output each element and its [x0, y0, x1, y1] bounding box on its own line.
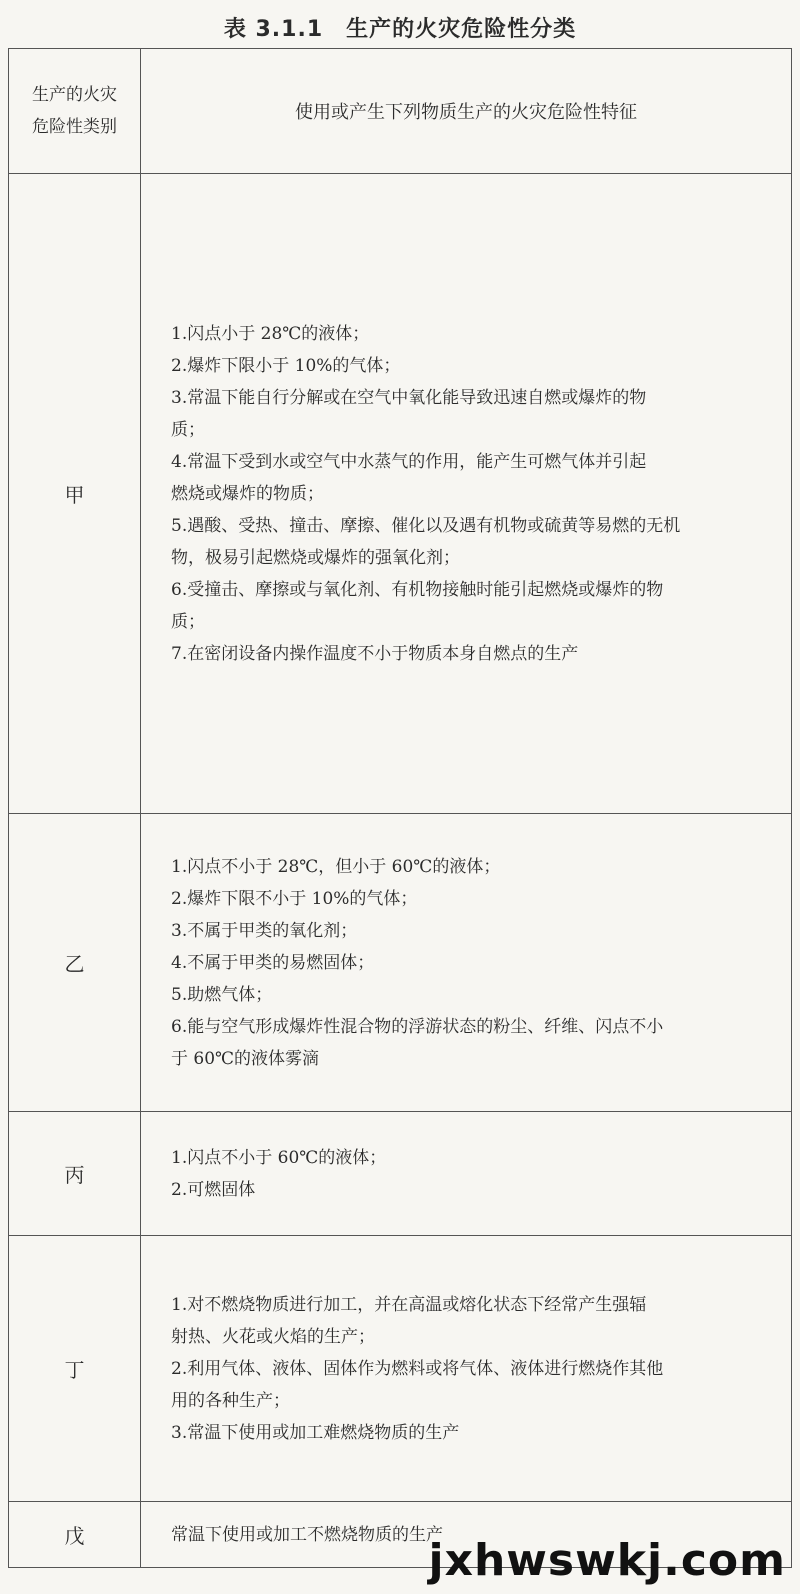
table-row-ding [9, 1236, 792, 1502]
table-row-yi [9, 814, 792, 1112]
feature-line: 物，极易引起燃烧或爆炸的强氧化剂； [171, 547, 460, 568]
table-row-jia [9, 174, 792, 814]
feature-line: 1.闪点不小于 28℃，但小于 60℃的液体； [171, 856, 501, 877]
feature-line: 1.闪点不小于 60℃的液体； [171, 1147, 387, 1168]
header-category-cell [9, 49, 141, 174]
header-category-line2: 危险性类别 [32, 117, 117, 137]
table-title: 表 3.1.1 生产的火灾危险性分类 [223, 17, 577, 42]
feature-line: 质； [171, 419, 205, 440]
table-header-row [9, 49, 792, 174]
feature-line: 4.常温下受到水或空气中水蒸气的作用，能产生可燃气体并引起 [171, 451, 647, 472]
feature-cell [141, 1112, 792, 1236]
feature-line: 5.助燃气体； [171, 984, 273, 1005]
feature-line: 用的各种生产； [171, 1390, 290, 1411]
feature-line: 1.闪点小于 28℃的液体； [171, 323, 370, 344]
feature-line: 6.受撞击、摩擦或与氧化剂、有机物接触时能引起燃烧或爆炸的物 [171, 579, 664, 600]
feature-line: 7.在密闭设备内操作温度不小于物质本身自燃点的生产 [171, 643, 579, 664]
feature-line: 2.爆炸下限小于 10%的气体； [171, 355, 401, 376]
category-cell: 乙 [9, 814, 141, 1112]
feature-line: 射热、火花或火焰的生产； [171, 1326, 375, 1347]
fire-hazard-table [8, 48, 792, 1568]
feature-cell [141, 174, 792, 814]
feature-line: 3.常温下能自行分解或在空气中氧化能导致迅速自燃或爆炸的物 [171, 387, 647, 408]
feature-line: 1.对不燃烧物质进行加工，并在高温或熔化状态下经常产生强辐 [171, 1294, 647, 1315]
table-row-bing [9, 1112, 792, 1236]
watermark: jxhwswkj.com [428, 1535, 786, 1586]
feature-line: 2.利用气体、液体、固体作为燃料或将气体、液体进行燃烧作其他 [171, 1358, 664, 1379]
feature-line: 2.爆炸下限不小于 10%的气体； [171, 888, 418, 909]
feature-line: 于 60℃的液体雾滴 [171, 1048, 320, 1069]
feature-line: 质； [171, 611, 205, 632]
category-cell: 甲 [9, 174, 141, 814]
feature-line: 常温下使用或加工不燃烧物质的生产 [171, 1524, 443, 1545]
feature-line: 6.能与空气形成爆炸性混合物的浮游状态的粉尘、纤维、闪点不小 [171, 1016, 664, 1037]
feature-line: 3.常温下使用或加工难燃烧物质的生产 [171, 1422, 460, 1443]
header-category-line1: 生产的火灾 [32, 85, 117, 105]
category-cell: 丁 [9, 1236, 141, 1502]
feature-cell [141, 814, 792, 1112]
feature-cell [141, 1236, 792, 1502]
category-cell: 戊 [9, 1502, 141, 1568]
feature-line: 2.可燃固体 [171, 1179, 256, 1200]
feature-line: 5.遇酸、受热、撞击、摩擦、催化以及遇有机物或硫黄等易燃的无机 [171, 515, 681, 536]
feature-line: 3.不属于甲类的氧化剂； [171, 920, 358, 941]
feature-line: 4.不属于甲类的易燃固体； [171, 952, 375, 973]
feature-line: 燃烧或爆炸的物质； [171, 483, 324, 504]
header-feature-cell: 使用或产生下列物质生产的火灾危险性特征 [141, 49, 792, 174]
category-cell: 丙 [9, 1112, 141, 1236]
